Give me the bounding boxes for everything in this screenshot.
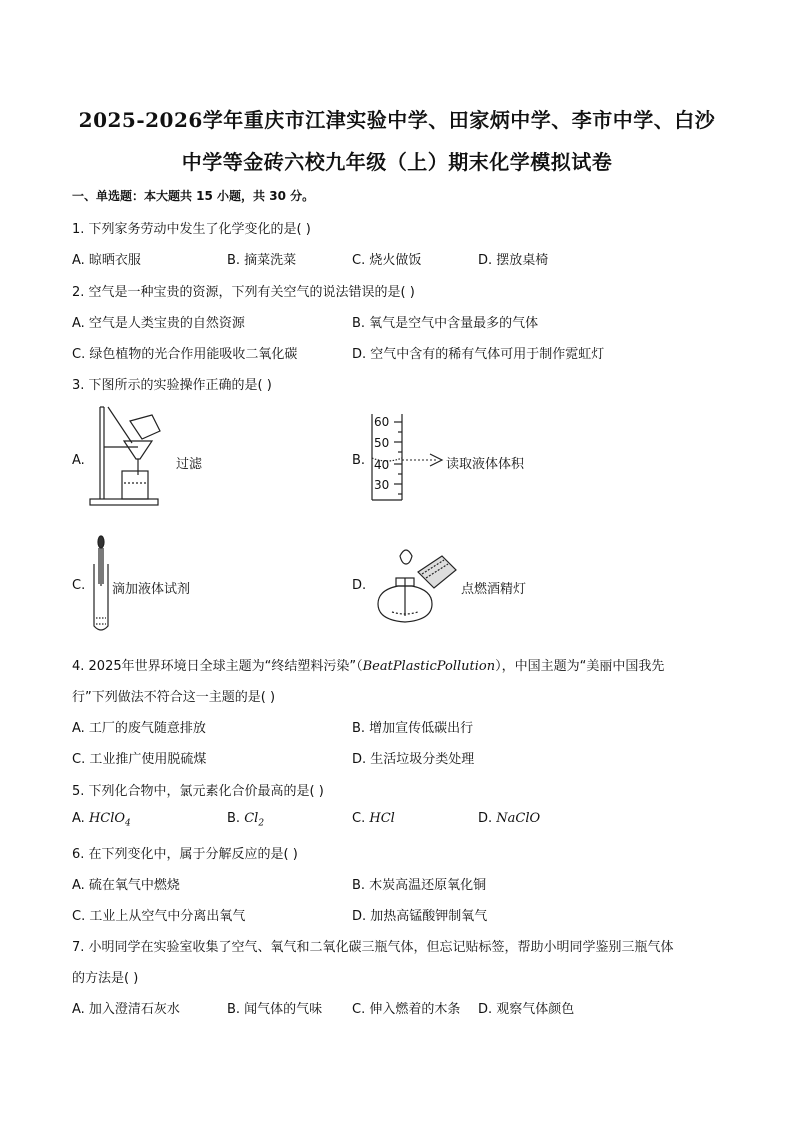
- q5-option-b-letter: B.: [227, 811, 241, 826]
- q3-option-a: A.: [72, 453, 85, 468]
- q1-option-b: B. 摘菜洗菜: [227, 253, 297, 268]
- question-6-stem: 6. 在下列变化中，属于分解反应的是( ): [72, 847, 298, 862]
- q5-formula-b: Cl: [244, 811, 259, 826]
- question-7-stem-line2: 的方法是( ): [72, 971, 139, 986]
- q1-option-c: C. 烧火做饭: [352, 253, 422, 268]
- q3-option-d: D.: [352, 578, 367, 593]
- q4-option-c: C. 工业推广使用脱硫煤: [72, 752, 207, 767]
- q5-option-a: [72, 811, 131, 829]
- question-2-stem: 2. 空气是一种宝贵的资源，下列有关空气的说法错误的是( ): [72, 285, 415, 300]
- q7-option-d: D. 观察气体颜色: [478, 1002, 575, 1017]
- q3-image-a-label: 过滤: [176, 457, 203, 472]
- cylinder-tick-50: 50: [374, 436, 390, 450]
- q3-option-b: B.: [352, 453, 366, 468]
- dropper-test-tube-image: [90, 534, 112, 634]
- q6-option-b: B. 木炭高温还原氧化铜: [352, 878, 487, 893]
- q3-option-c: C.: [72, 578, 86, 593]
- q7-option-c: C. 伸入燃着的木条: [352, 1002, 461, 1017]
- q6-option-c: C. 工业上从空气中分离出氧气: [72, 909, 246, 924]
- q2-option-a: A. 空气是人类宝贵的自然资源: [72, 316, 245, 331]
- filtration-apparatus-image: [86, 403, 166, 511]
- q4-stem-part2: ），中国主题为“美丽中国我先: [495, 659, 665, 674]
- q4-option-b: B. 增加宣传低碳出行: [352, 721, 474, 736]
- cylinder-tick-40: 40: [374, 458, 390, 472]
- q7-option-a: A. 加入澄清石灰水: [72, 1002, 180, 1017]
- question-1-stem: 1. 下列家务劳动中发生了化学变化的是( ): [72, 222, 311, 237]
- q5-formula-d: NaClO: [496, 811, 541, 826]
- cylinder-tick-60: 60: [374, 415, 390, 429]
- q5-option-c-letter: C.: [352, 811, 366, 826]
- q2-option-d: D. 空气中含有的稀有气体可用于制作霓虹灯: [352, 347, 605, 362]
- question-5-stem: 5. 下列化合物中，氯元素化合价最高的是( ): [72, 784, 324, 799]
- question-4-stem-line2: 行”下列做法不符合这一主题的是( ): [72, 690, 276, 705]
- q5-option-b: [227, 811, 264, 829]
- q5-formula-c: HCl: [369, 811, 395, 826]
- q1-option-d: D. 摆放桌椅: [478, 253, 549, 268]
- q5-option-d: [478, 811, 540, 826]
- question-3-stem: 3. 下图所示的实验操作正确的是( ): [72, 378, 272, 393]
- q7-option-b: B. 闻气体的气味: [227, 1002, 323, 1017]
- q4-option-a: A. 工厂的废气随意排放: [72, 721, 206, 736]
- cylinder-tick-30: 30: [374, 478, 390, 492]
- q5-option-a-letter: A.: [72, 811, 85, 826]
- question-7-stem-line1: 7. 小明同学在实验室收集了空气、氧气和二氧化碳三瓶气体，但忘记贴标签，帮助小明同学鉴别三瓶气体: [72, 940, 674, 955]
- q3-image-d-label: 点燃酒精灯: [461, 582, 527, 597]
- alcohol-lamp-image: [370, 542, 460, 630]
- q4-stem-part1: 4. 2025年世界环境日全球主题为“终结塑料污染”（: [72, 659, 363, 674]
- section-heading: 一、单选题：本大题共 15 小题，共 30 分。: [72, 189, 315, 203]
- q5-formula-a: HClO: [88, 811, 126, 826]
- q5-formula-a-subscript: 4: [125, 818, 131, 829]
- q6-option-a: A. 硫在氧气中燃烧: [72, 878, 180, 893]
- q2-option-b: B. 氧气是空气中含量最多的气体: [352, 316, 539, 331]
- q2-option-c: C. 绿色植物的光合作用能吸收二氧化碳: [72, 347, 298, 362]
- q4-option-d: D. 生活垃圾分类处理: [352, 752, 475, 767]
- question-4-stem-line1: [72, 655, 664, 674]
- q4-stem-italic: BeatPlasticPollution: [362, 659, 496, 674]
- q5-option-d-letter: D.: [478, 811, 493, 826]
- q5-option-c: [352, 811, 395, 826]
- q3-image-c-label: 滴加液体试剂: [112, 582, 191, 597]
- exam-title-line1: 2025-2026学年重庆市江津实验中学、田家炳中学、李市中学、白沙: [78, 108, 716, 132]
- q6-option-d: D. 加热高锰酸钾制氧气: [352, 909, 488, 924]
- exam-title-line2: 中学等金砖六校九年级（上）期末化学模拟试卷: [181, 150, 613, 174]
- q3-image-b-label: 读取液体体积: [446, 457, 525, 472]
- eye-sightline-icon: [402, 450, 448, 470]
- q1-option-a: A. 晾晒衣服: [72, 253, 141, 268]
- q5-formula-b-subscript: 2: [258, 818, 265, 829]
